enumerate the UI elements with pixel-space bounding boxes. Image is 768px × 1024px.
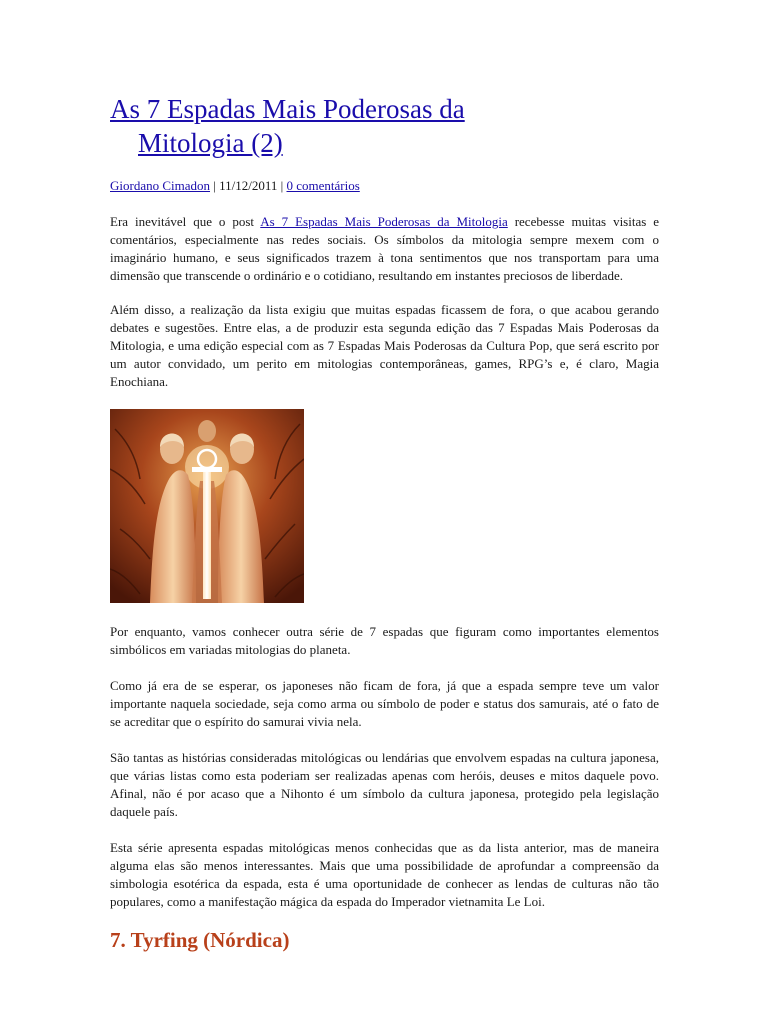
paragraph-intro-start: Era inevitável que o post — [110, 214, 261, 229]
paragraph-intro — [110, 213, 659, 285]
paragraph-intro-end: recebesse muitas visitas e comentários, especialmente nas redes sociais. Os símbolos da mitologia sempre mexem com o imaginário humano, e seus significados trazem à tona sentimentos que nos transportam para uma dimensão que transcende o ordinário e o cotidiano, resultando em instantes preciosos de liberdade. — [110, 214, 660, 283]
comments-link[interactable]: 0 comentários — [286, 178, 360, 193]
article — [110, 92, 659, 953]
post-title — [110, 92, 659, 160]
angels-sword-illustration — [110, 409, 304, 603]
post-title-link[interactable] — [110, 94, 659, 160]
article-image — [110, 409, 304, 603]
meta-separator: | — [277, 178, 287, 193]
post-meta — [110, 178, 659, 194]
meta-separator: | — [210, 178, 220, 193]
previous-post-link[interactable]: As 7 Espadas Mais Poderosas da Mitologia — [260, 214, 508, 229]
paragraph-6: Esta série apresenta espadas mitológicas menos conhecidas que as da lista anterior, mas de maneira alguma elas são menos interessantes. Mais que uma possibilidade de aprofundar a compreensão da simbologia esotérica da espada, esta é uma oportunidade de conhecer as lendas de culturas não tão populares, como a manifestação mágica da espada do Imperador vietnamita Le Loi. — [110, 840, 659, 909]
post-title-line1: As 7 Espadas Mais Poderosas da — [110, 94, 465, 124]
paragraph-5: São tantas as histórias consideradas mitológicas ou lendárias que envolvem espadas na cultura japonesa, que várias listas como esta poderiam ser realizadas apenas com heróis, deuses e mitos daquele povo. Afinal, não é por acaso que a Nihonto é um símbolo da cultura japonesa, protegido pela legislação daquele país. — [110, 750, 659, 819]
post-title-line2: Mitologia (2) — [138, 128, 283, 158]
author-link[interactable]: Giordano Cimadon — [110, 178, 211, 193]
section-heading: 7. Tyrfing (Nórdica) — [110, 928, 290, 952]
post-date: 11/12/2011 — [219, 178, 278, 193]
paragraph-2: Além disso, a realização da lista exigiu que muitas espadas ficassem de fora, o que acabou gerando debates e sugestões. Entre elas, a de produzir esta segunda edição das 7 Espadas Mais Poderosas da Mitologia, e uma edição especial com as 7 Espadas Mais Poderosas da Cultura Pop, que será escrito por um autor convidado, um perito em mitologias contemporâneas, games, RPG’s e, é claro, Magia Enochiana. — [110, 302, 659, 389]
paragraph-4: Como já era de se esperar, os japoneses não ficam de fora, já que a espada sempre teve um valor importante naquela sociedade, seja como arma ou símbolo de poder e status dos samurais, até o fato de se acreditar que o espírito do samurai vivia nela. — [110, 678, 659, 729]
paragraph-3: Por enquanto, vamos conhecer outra série de 7 espadas que figuram como importantes elementos simbólicos em variadas mitologias do planeta. — [110, 624, 659, 657]
